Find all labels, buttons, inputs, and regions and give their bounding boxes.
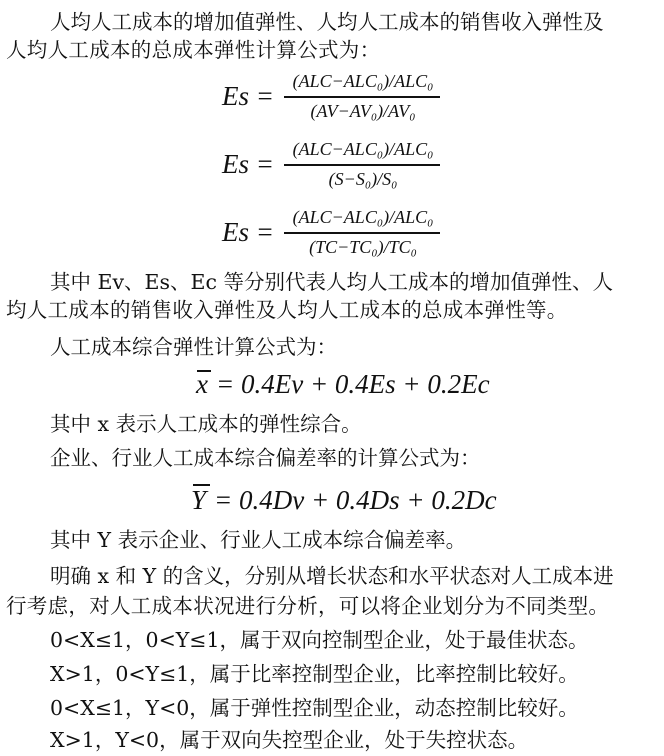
- paragraph-2-line-1: 其中 Ev、Es、Ec 等分别代表人均人工成本的增加值弹性、人: [50, 270, 614, 294]
- deviation-rhs: = 0.4Dv + 0.4Ds + 0.2Dc: [214, 485, 497, 515]
- composite-elasticity-intro: 人工成本综合弹性计算公式为：: [50, 335, 337, 359]
- paragraph-3-line-2: 行考虑，对人工成本状况进行分析，可以将企业划分为不同类型。: [6, 594, 610, 618]
- classification-item: 0<X≤1，Y<0，属于弹性控制型企业，动态控制比较好。: [50, 696, 579, 720]
- paragraph-1-line-2: 人均人工成本的总成本弹性计算公式为：: [6, 38, 381, 62]
- composite-elasticity-rhs: = 0.4Ev + 0.4Es + 0.2Ec: [216, 369, 490, 399]
- deviation-formula: [0, 482, 664, 518]
- y-bar-symbol: Y: [191, 485, 207, 515]
- formula-numerator: (ALC−ALC₀)/ALC₀: [292, 139, 434, 159]
- formula-denominator: (S−S₀)/S₀: [328, 169, 398, 189]
- fraction-bar: [284, 232, 440, 234]
- classification-item: 0<X≤1，0<Y≤1，属于双向控制型企业，处于最佳状态。: [50, 628, 589, 652]
- formula-es-sales: [0, 134, 664, 196]
- x-bar-symbol: x: [196, 369, 208, 399]
- composite-elasticity-note: 其中 x 表示人工成本的弹性综合。: [50, 412, 362, 436]
- formula-fraction: [282, 134, 444, 196]
- fraction-bar: [284, 164, 440, 166]
- formula-fraction: [282, 66, 444, 128]
- formula-es-value-added: [0, 66, 664, 128]
- formula-denominator: (AV−AV₀)/AV₀: [310, 101, 416, 121]
- paragraph-2-line-2: 均人工成本的销售收入弹性及人均人工成本的总成本弹性等。: [6, 298, 568, 322]
- formula-lhs: Es =: [222, 149, 274, 179]
- formula-numerator: (ALC−ALC₀)/ALC₀: [292, 207, 434, 227]
- classification-item: X>1，0<Y≤1，属于比率控制型企业，比率控制比较好。: [50, 662, 579, 686]
- formula-numerator: (ALC−ALC₀)/ALC₀: [292, 71, 434, 91]
- deviation-intro: 企业、行业人工成本综合偏差率的计算公式为：: [50, 446, 481, 470]
- formula-fraction: [282, 202, 444, 264]
- paragraph-3-line-1: 明确 x 和 Y 的含义，分别从增长状态和水平状态对人工成本进: [50, 564, 614, 588]
- formula-lhs: Es =: [222, 217, 274, 247]
- composite-elasticity-formula: [0, 366, 664, 402]
- classification-item: X>1，Y<0，属于双向失控型企业，处于失控状态。: [50, 728, 529, 752]
- fraction-bar: [284, 96, 440, 98]
- formula-lhs: Es =: [222, 81, 274, 111]
- deviation-note: 其中 Y 表示企业、行业人工成本综合偏差率。: [50, 528, 467, 552]
- formula-denominator: (TC−TC₀)/TC₀: [309, 237, 417, 257]
- formula-es-total-cost: [0, 202, 664, 264]
- paragraph-1-line-1: 人均人工成本的增加值弹性、人均人工成本的销售收入弹性及: [50, 10, 604, 34]
